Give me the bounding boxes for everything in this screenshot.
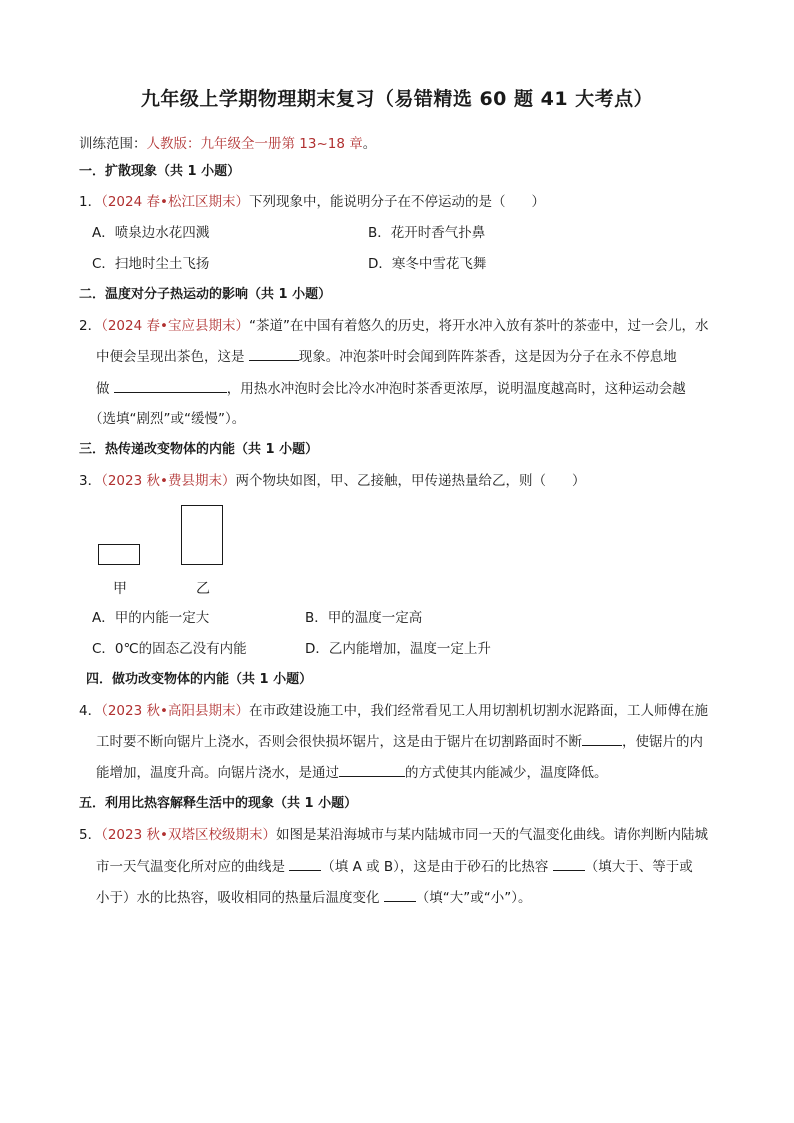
answer-blank[interactable]	[384, 889, 416, 902]
q1-option-a: A．喷泉边水花四溅	[92, 225, 210, 241]
scope-value: 人教版：九年级全一册第 13~18 章	[146, 136, 363, 152]
q3-option-c: C．0℃的固态乙没有内能	[92, 641, 247, 657]
question-number: 2．	[79, 318, 102, 334]
question-4-line-2: 工时要不断向锯片上浇水，否则会很快损坏锯片，这是由于锯片在切割路面时不断 ，使锯片的内	[96, 734, 703, 750]
q1-option-d: D．寒冬中雪花飞舞	[368, 256, 487, 272]
question-2-line-2: 中便会呈现出茶色，这是 现象。冲泡茶叶时会闻到阵阵茶香，这是因为分子在永不停息地	[96, 349, 677, 365]
section-heading-4: 四．做功改变物体的内能（共 1 小题）	[86, 672, 313, 687]
page-title: 九年级上学期物理期末复习（易错精选 60 题 41 大考点）	[140, 88, 654, 110]
training-scope	[79, 135, 376, 153]
question-5-line-3: 小于）水的比热容，吸收相同的热量后温度变化 （填“大”或“小”）。	[96, 890, 532, 906]
q3-option-b: B．甲的温度一定高	[305, 610, 423, 626]
question-source: 2023 秋•双塔区校级期末	[107, 827, 263, 843]
q1-option-c: C．扫地时尘土飞扬	[92, 256, 210, 272]
scope-end: 。	[362, 136, 377, 152]
question-source: 2023 秋•高阳县期末	[107, 703, 236, 719]
question-5-line-2: 市一天气温变化所对应的曲线是 （填 A 或 B），这是由于砂石的比热容 （填大于、等于或	[96, 859, 693, 875]
answer-blank[interactable]	[249, 348, 299, 361]
question-2-line-1: 2．（2024 春•宝应县期末）“茶道”在中国有着悠久的历史，将开水冲入放有茶叶的茶壶中，过一会儿，水	[79, 318, 709, 334]
question-source: 2024 春•宝应县期末	[107, 318, 236, 334]
block-yi-figure	[181, 505, 223, 565]
question-2-line-4: （选填“剧烈”或“缓慢”）。	[89, 411, 246, 427]
figure-label-jia: 甲	[113, 581, 127, 597]
section-heading-5: 五．利用比热容解释生活中的现象（共 1 小题）	[79, 796, 358, 811]
q3-option-a: A．甲的内能一定大	[92, 610, 210, 626]
figure-label-yi: 乙	[196, 581, 210, 597]
answer-blank[interactable]	[582, 733, 622, 746]
question-source: 2023 秋•费县期末	[107, 473, 222, 489]
answer-blank[interactable]	[289, 858, 321, 871]
scope-label: 训练范围：	[79, 136, 147, 152]
question-4-line-1: 4．（2023 秋•高阳县期末）在市政建设施工中，我们经常看见工人用切割机切割水泥路面，工人师傅在施	[79, 703, 708, 719]
answer-blank[interactable]	[553, 858, 585, 871]
question-number: 1．	[79, 194, 102, 210]
question-2-line-3: 做 ，用热水冲泡时会比冷水冲泡时茶香更浓厚，说明温度越高时，这种运动会越	[96, 381, 686, 397]
question-5-line-1: 5．（2023 秋•双塔区校级期末）如图是某沿海城市与某内陆城市同一天的气温变化曲线。请你判断内陆城	[79, 827, 708, 843]
section-heading-2: 二．温度对分子热运动的影响（共 1 小题）	[79, 287, 332, 302]
question-4-line-3: 能增加，温度升高。向锯片浇水，是通过 的方式使其内能减少，温度降低。	[96, 765, 608, 781]
answer-blank[interactable]	[114, 380, 227, 393]
question-number: 3．	[79, 473, 102, 489]
q1-option-b: B．花开时香气扑鼻	[368, 225, 486, 241]
question-1-stem: 1．（2024 春•松江区期末）下列现象中，能说明分子在不停运动的是（ ）	[79, 194, 545, 210]
question-source: 2024 春•松江区期末	[107, 194, 236, 210]
question-number: 4．	[79, 703, 102, 719]
section-heading-1: 一．扩散现象（共 1 小题）	[79, 164, 241, 179]
q3-option-d: D．乙内能增加，温度一定上升	[305, 641, 491, 657]
block-jia-figure	[98, 544, 140, 565]
question-number: 5．	[79, 827, 102, 843]
question-3-stem: 3．（2023 秋•费县期末）两个物块如图，甲、乙接触，甲传递热量给乙，则（ ）	[79, 473, 586, 489]
answer-blank[interactable]	[339, 764, 405, 777]
section-heading-3: 三．热传递改变物体的内能（共 1 小题）	[79, 442, 319, 457]
